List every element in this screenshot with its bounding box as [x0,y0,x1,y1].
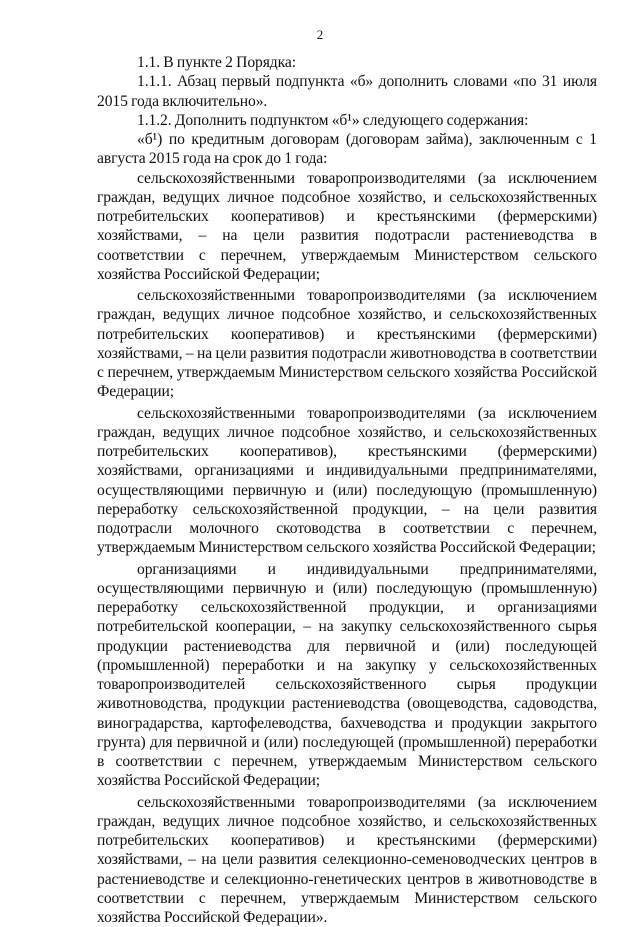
document-body [97,53,597,927]
subclause-b1-intro: «б¹) по кредитным договорам (договорам займа), заключенным с 1 августа 2015 года на срок до 1 года: [97,130,597,169]
page-number: 2 [0,27,640,43]
subclause-b1-livestock: сельскохозяйственными товаропроизводителями (за исключением граждан, ведущих личное подсобное хозяйство, и сельскохозяйственных потребительских кооперативов) и крестьянскими (фермерскими) хозяйствами, – на цели развития подотрасли животноводства в соответствии с перечнем, утверждаемым Министерством сельского хозяйства Российской Федерации; [97,286,597,402]
paragraph-1-1-2: 1.1.2. Дополнить подпунктом «б¹» следующего содержания: [97,111,597,130]
subclause-b1-processing: организациями и индивидуальными предпринимателями, осуществляющими первичную и (или) последующую (промышленную) переработку сельскохозяйственной продукции, и организациями потребительской кооперации, – на закупку сельскохозяйственного сырья продукции растениеводства для первичной и (или) последующей (промышленной) переработки и на закупку у сельскохозяйственных товаропроизводителей сельскохозяйственного сырья продукции животноводства, продукции растениеводства (овощеводства, садоводства, виноградарства, картофелеводства, бахчеводства и продукции закрытого грунта) для первичной и (или) последующей (промышленной) переработки в соответствии с перечнем, утверждаемым Министерством сельского хозяйства Российской Федерации; [97,560,597,791]
paragraph-1-1: 1.1. В пункте 2 Порядка: [97,53,597,72]
paragraph-1-1-1: 1.1.1. Абзац первый подпункта «б» дополнить словами «по 31 июля 2015 года включительно». [97,72,597,111]
subclause-b1-dairy: сельскохозяйственными товаропроизводителями (за исключением граждан, ведущих личное подсобное хозяйство, и сельскохозяйственных потребительских кооперативов), крестьянскими (фермерскими) хозяйствами, организациями и индивидуальными предпринимателями, осуществляющими первичную и (или) последующую (промышленную) переработку сельскохозяйственной продукции, – на цели развития подотрасли молочного скотоводства в соответствии с перечнем, утверждаемым Министерством сельского хозяйства Российской Федерации; [97,404,597,558]
subclause-b1-breeding-centers: сельскохозяйственными товаропроизводителями (за исключением граждан, ведущих личное подсобное хозяйство, и сельскохозяйственных потребительских кооперативов) и крестьянскими (фермерскими) хозяйствами, – на цели развития селекционно-семеноводческих центров в растениеводстве и селекционно-генетических центров в животноводстве в соответствии с перечнем, утверждаемым Министерством сельского хозяйства Российской Федерации». [97,793,597,927]
subclause-b1-crop-production: сельскохозяйственными товаропроизводителями (за исключением граждан, ведущих личное подсобное хозяйство, и сельскохозяйственных потребительских кооперативов) и крестьянскими (фермерскими) хозяйствами, – на цели развития подотрасли растениеводства в соответствии с перечнем, утверждаемым Министерством сельского хозяйства Российской Федерации; [97,169,597,285]
